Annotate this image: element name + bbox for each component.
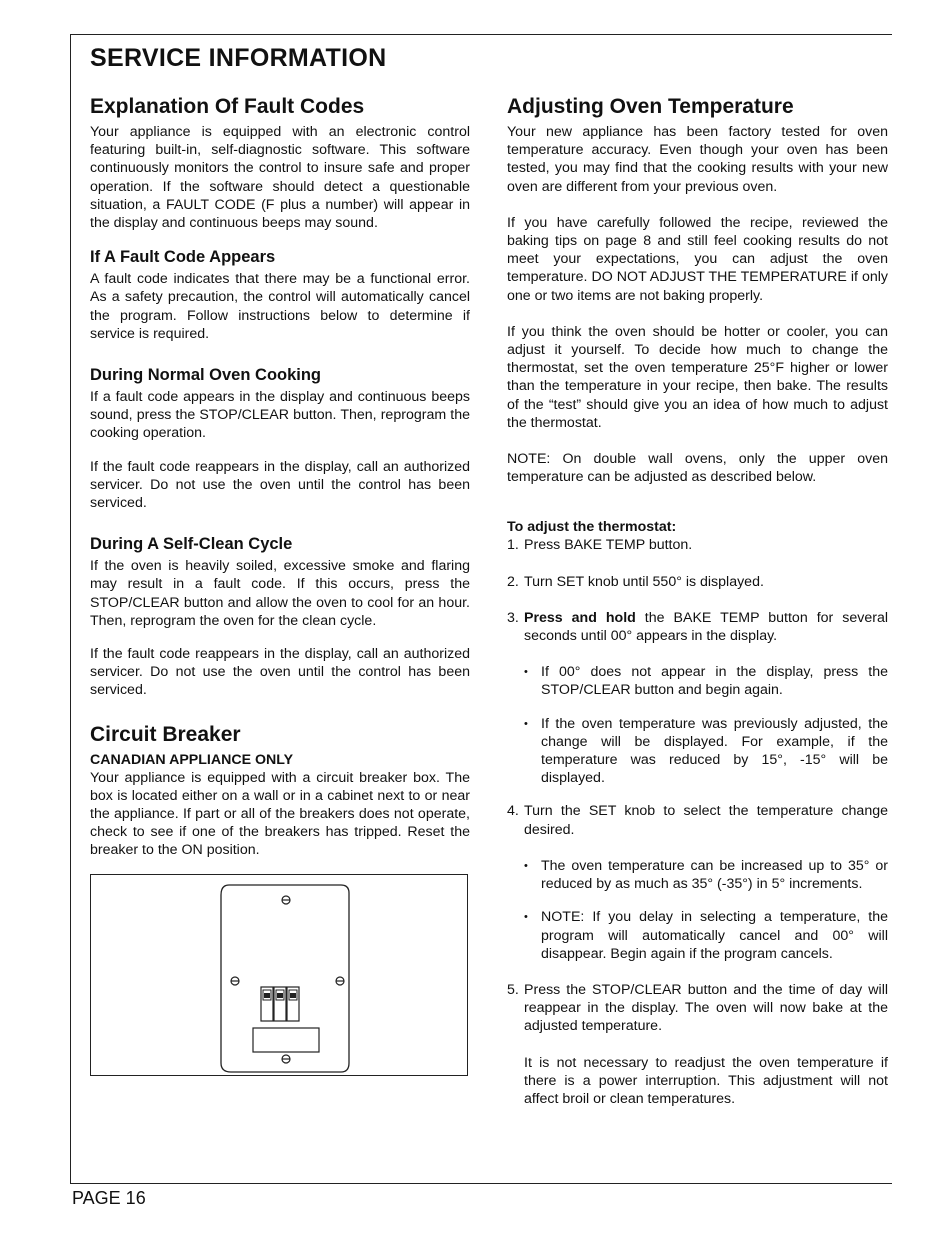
step-5-note-text: It is not necessary to readjust the oven temperature if there is a power interruption. This adjustment will not affect broil or clean temperatures.	[524, 1054, 888, 1107]
normal-cooking-text-1: If a fault code appears in the display and continuous beeps sound, press the STOP/CLEAR button. Then, reprogram the cooking operation.	[90, 389, 470, 442]
screw-bottom-icon	[282, 1055, 290, 1063]
left-rule	[70, 34, 71, 1184]
adjust-temp-text-2: If you have carefully followed the recipe, reviewed the baking tips on page 8 and still feel cooking results do not meet your expectations, you can adjust the oven temperature. DO NOT ADJUST THE TEMPERATURE if only one or two items are not baking properly.	[507, 214, 888, 304]
circuit-breaker-heading: Circuit Breaker	[90, 722, 241, 746]
adjust-temp-heading: Adjusting Oven Temperature	[507, 95, 794, 118]
breaker-box-diagram	[91, 875, 467, 1075]
step-3-text	[524, 609, 888, 645]
fault-appears-text: A fault code indicates that there may be a functional error. As a safety precaution, the control will automatically cancel the program. Follow instructions below to determine if service is required.	[90, 271, 470, 342]
step-4-bullet-2-text: NOTE: If you delay in selecting a temperature, the program will automatically cancel and 00° will disappear. Begin again if the program cancels.	[541, 909, 888, 962]
right-column	[507, 94, 888, 1108]
normal-cooking-text-2: If the fault code reappears in the display, call an authorized servicer. Do not use the oven until the control has been serviced.	[90, 458, 470, 512]
bottom-rule	[70, 1183, 892, 1184]
breaker-switch-3	[287, 987, 299, 1021]
fault-appears-heading: If A Fault Code Appears	[90, 248, 276, 267]
left-column	[90, 94, 470, 1076]
step-5-number: 5.	[507, 981, 519, 998]
step-5	[507, 981, 888, 1036]
step-2-number: 2.	[507, 573, 519, 590]
step-4-bullet-1-text: The oven temperature can be increased up to 35° or reduced by as much as 35° (-35°) in 5° increments.	[541, 857, 888, 893]
step-1	[507, 536, 888, 554]
normal-cooking-heading: During Normal Oven Cooking	[90, 366, 322, 385]
adjust-temp-text-3: If you think the oven should be hotter or cooler, you can adjust it yourself. To decide how much to change the thermostat, set the oven temperature 25°F higher or lower than the temperature in your recipe, then bake. The results of the “test” should give you an idea of how much to adjust the thermostat.	[507, 323, 888, 431]
step-2-text: Turn SET knob until 550° is displayed.	[524, 573, 764, 590]
circuit-breaker-figure	[90, 874, 468, 1076]
screw-top-icon	[282, 896, 290, 904]
step-1-text: Press BAKE TEMP button.	[524, 537, 693, 554]
step-5-note	[507, 1054, 888, 1109]
thermostat-heading: To adjust the thermostat:	[507, 519, 677, 536]
circuit-breaker-text: Your appliance is equipped with a circuit breaker box. The box is located either on a wall or in a cabinet next to or near the appliance. If part or all of the breakers does not operate, check to see if one of the breakers has tripped. Reset the breaker to the ON position.	[90, 769, 470, 859]
fault-codes-text: Your appliance is equipped with an electronic control featuring built-in, self-diagnostic software. This software continuously monitors the control to insure safe and proper operation. If the software should detect a questionable situation, a FAULT CODE (F plus a number) will appear in the display and continuous beeps may sound.	[90, 124, 470, 232]
step-4-bullet-2	[524, 908, 888, 963]
bullet-icon: •	[524, 717, 528, 730]
top-rule	[70, 34, 892, 35]
step-4-number: 4.	[507, 803, 519, 820]
bullet-icon: •	[524, 911, 528, 924]
step-3-bullet-1	[524, 663, 888, 699]
breaker-switch-2	[274, 987, 286, 1021]
step-4-bullet-1	[524, 857, 888, 893]
step-3-bullet-2-text: If the oven temperature was previously adjusted, the change will be displayed. For example, if the temperature was reduced by 15°, -15° will be displayed.	[541, 715, 888, 787]
fault-codes-heading: Explanation Of Fault Codes	[90, 95, 365, 118]
page-number: PAGE 16	[72, 1188, 146, 1208]
step-3-number: 3.	[507, 609, 519, 626]
step-3-bullet-2	[524, 715, 888, 788]
adjust-temp-text-1: Your new appliance has been factory tested for oven temperature accuracy. Even though your oven has been tested, you may find that the cooking results with your new oven are different from your previous oven.	[507, 124, 888, 195]
canadian-appliance-subheading: CANADIAN APPLIANCE ONLY	[90, 751, 294, 768]
breaker-box-outline	[221, 885, 349, 1072]
step-2	[507, 573, 888, 591]
page-title: SERVICE INFORMATION	[90, 44, 387, 72]
screw-right-icon	[336, 977, 344, 985]
step-4-text: Turn the SET knob to select the temperature change desired.	[524, 803, 888, 838]
breaker-switch-1	[261, 987, 273, 1021]
self-clean-text-1: If the oven is heavily soiled, excessive smoke and flaring may result in a fault code. If this occurs, press the STOP/CLEAR button and allow the oven to cool for an hour. Then, reprogram the oven for the clean cycle.	[90, 558, 470, 629]
step-4	[507, 802, 888, 838]
step-1-number: 1.	[507, 537, 519, 554]
self-clean-heading: During A Self-Clean Cycle	[90, 535, 293, 554]
step-3-bullet-1-text: If 00° does not appear in the display, press the STOP/CLEAR button and begin again.	[541, 664, 888, 699]
step-3-bold: Press and hold	[524, 609, 636, 626]
self-clean-text-2: If the fault code reappears in the display, call an authorized servicer. Do not use the oven until the control has been serviced.	[90, 646, 470, 699]
adjust-temp-note: NOTE: On double wall ovens, only the upper oven temperature can be adjusted as described below.	[507, 451, 888, 486]
screw-left-icon	[231, 977, 239, 985]
bullet-icon: •	[524, 859, 528, 872]
step-3-rest: the BAKE TEMP button for several seconds until 00° appears in the display.	[524, 609, 888, 645]
step-3	[507, 609, 888, 645]
breaker-label-plate	[253, 1028, 319, 1052]
step-5-text: Press the STOP/CLEAR button and the time of day will reappear in the display. The oven will now bake at the adjusted temperature.	[524, 981, 888, 1035]
bullet-icon: •	[524, 666, 528, 679]
